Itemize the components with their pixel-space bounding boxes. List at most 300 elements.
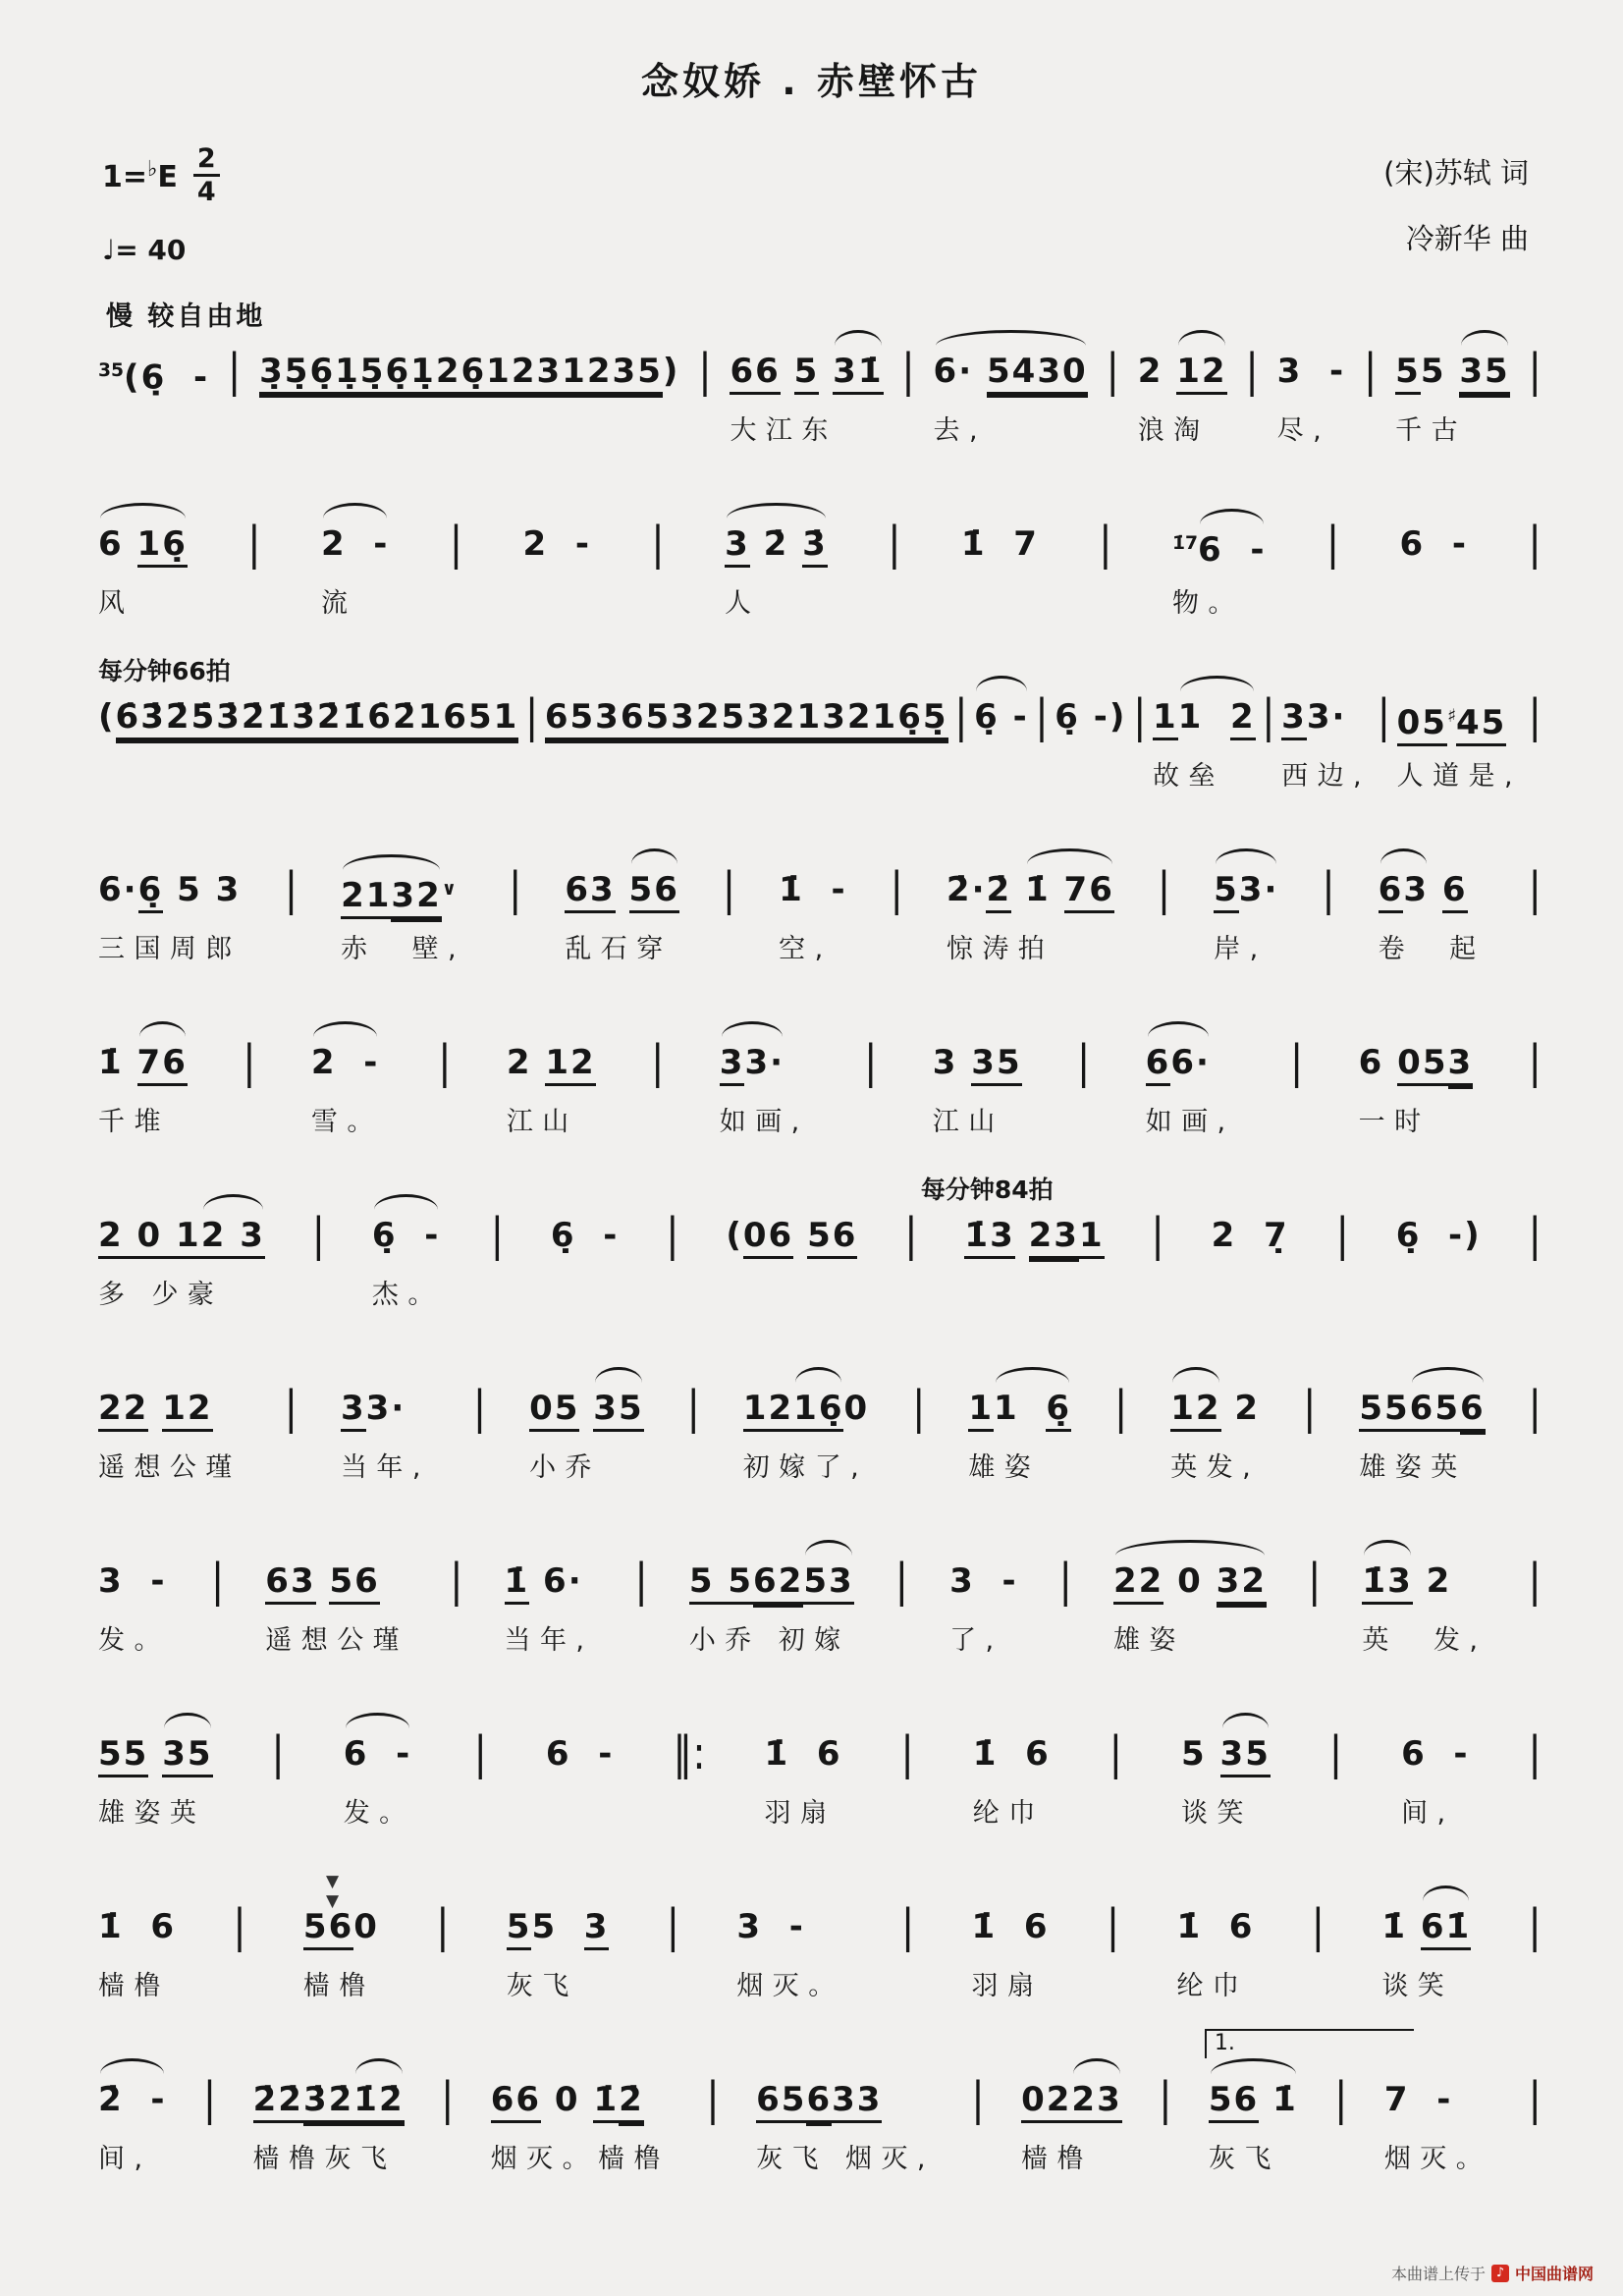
beam-group: 3 [725, 524, 750, 568]
barline: | [284, 863, 298, 916]
lyric: 一时 [1358, 1107, 1431, 1137]
barline: | [1335, 1209, 1349, 1262]
barline: | [1302, 1382, 1317, 1435]
repeat-barline: ‖: [673, 1727, 706, 1780]
lyric: 江山 [506, 1107, 578, 1137]
watermark [1391, 2262, 1594, 2284]
lyric: 纶巾 [1176, 1971, 1249, 2001]
measure [529, 1383, 644, 1484]
barline: | [1076, 1036, 1091, 1089]
notes: 1 7 [960, 524, 1039, 564]
notes: 3 - [98, 1561, 167, 1601]
slur [1362, 1556, 1412, 1607]
beam-group: 2 [986, 870, 1011, 913]
notes: (06 56 [726, 1210, 857, 1261]
notes: 3 - [1276, 352, 1346, 391]
measure [730, 346, 883, 447]
lyric: 樯橹灰飞 [252, 2144, 397, 2174]
slur: 6· 5430 [934, 346, 1088, 397]
lyric: 小乔 [529, 1452, 601, 1483]
tempo-marking: ♩= 40 [102, 234, 187, 266]
beam-group: 12 [162, 1389, 212, 1432]
lyric: 羽扇 [764, 1798, 837, 1829]
beam-group: 66 [491, 2080, 541, 2123]
measure [1181, 1728, 1271, 1830]
notes: 55 35 [1395, 346, 1510, 397]
measure [265, 1556, 408, 1657]
barline: | [901, 345, 915, 398]
measure [507, 1037, 596, 1138]
barline: | [472, 1382, 487, 1435]
lyric: 雄姿 [968, 1452, 1041, 1483]
music-line [98, 1037, 1542, 1210]
barline: | [247, 518, 261, 571]
notes [253, 2074, 405, 2125]
slur: 1 2 [1178, 691, 1256, 742]
notes [756, 2074, 935, 2125]
notes: 1 6· [505, 1556, 594, 1607]
beam-group: 22 [253, 2080, 303, 2123]
notes: 6 - [545, 1734, 615, 1774]
measure [1384, 2074, 1491, 2175]
notes: 5 35 [1181, 1728, 1271, 1779]
beam-group: 1 [968, 1389, 994, 1432]
measure [341, 864, 465, 965]
measure [1277, 346, 1345, 447]
beam-group: 6 [1442, 870, 1468, 913]
lyric: 羽扇 [971, 1971, 1044, 2001]
barline: | [1132, 690, 1147, 743]
beam-group: 21 [341, 876, 391, 919]
beam-group: 6 [1379, 870, 1404, 913]
slur [1176, 346, 1226, 397]
beam-group-16th: 32 [303, 2080, 353, 2123]
lyric: 岸, [1214, 934, 1268, 964]
beam-group: 33 [832, 2080, 882, 2123]
barline: | [863, 1036, 878, 1089]
barline: | [1528, 1555, 1542, 1608]
beam-group: 2 3 [201, 1216, 265, 1259]
notes [321, 519, 389, 570]
notes [974, 691, 1029, 742]
barline: | [634, 1555, 648, 1608]
measure [949, 1556, 1017, 1657]
notes [1214, 864, 1278, 915]
beam-group: 12 [1176, 352, 1226, 395]
measure [321, 519, 389, 620]
barline: | [900, 1727, 914, 1780]
beam-group: 2 [1230, 697, 1256, 740]
notes: 1 61 [1381, 1901, 1471, 1952]
notes [964, 1210, 1104, 1261]
beam-group: 3 [1281, 697, 1307, 740]
notes [725, 519, 828, 570]
site-name: 中国曲谱网 [1514, 2265, 1594, 2283]
measure [720, 1037, 809, 1138]
barline: | [1528, 690, 1542, 743]
measure [98, 864, 242, 965]
beam-group: 35 [162, 1734, 212, 1777]
barline: | [890, 863, 903, 916]
key-signature: 1=♭E [102, 156, 178, 194]
lyric: 千古 [1395, 415, 1468, 446]
beam-group-16th: 3 [1448, 1043, 1474, 1086]
lyric: 谈笑 [1181, 1798, 1253, 1829]
notes: 12160 [743, 1383, 869, 1434]
lyric: 初嫁了, [742, 1452, 869, 1483]
beam-group-16th: 6 [1460, 1389, 1486, 1432]
lyric: 赤 壁, [341, 934, 466, 964]
slur [593, 1383, 643, 1434]
beam-group: 55 [98, 1734, 148, 1777]
lyric: 浪淘 [1137, 415, 1210, 446]
beam-group-16th: 6536532532132165 [545, 697, 948, 740]
lyricist-credit: (宋)苏轼 词 [1383, 156, 1529, 190]
measure [1379, 864, 1486, 965]
notes [98, 2074, 166, 2125]
lyric: 卷 起 [1378, 934, 1486, 964]
flat-symbol: ♭ [147, 156, 158, 182]
barline: | [1035, 690, 1049, 743]
lyric: 灰飞 [1208, 2144, 1280, 2174]
barline: | [1377, 690, 1391, 743]
lyric: 樯橹 [302, 1971, 375, 2001]
measure [1153, 691, 1256, 793]
lyric: 间, [98, 2144, 152, 2174]
measure [961, 519, 1039, 581]
notes [545, 691, 948, 742]
measure [765, 1728, 842, 1830]
beam-group: 12 [545, 1043, 595, 1086]
barline: | [473, 1727, 487, 1780]
beam-group: 06 [743, 1216, 793, 1259]
slur: 3 2 3 [725, 519, 828, 570]
beam-group: 5 [507, 1907, 532, 1950]
music-line [98, 1728, 1542, 1901]
measure [1359, 1037, 1474, 1138]
slur: 6 - [974, 691, 1029, 742]
measure [1170, 1383, 1260, 1484]
measure [1113, 1556, 1267, 1657]
measure [551, 1210, 619, 1273]
beam-group: 656 [1410, 1389, 1486, 1432]
beam-group: 61 [1421, 1907, 1471, 1950]
slur [1459, 346, 1509, 397]
notes [1172, 519, 1267, 570]
measure [565, 864, 679, 965]
lyric: 人道是, [1396, 761, 1522, 792]
notes [1379, 864, 1486, 915]
barline: | [436, 1900, 450, 1953]
measure [98, 1210, 265, 1311]
measure [98, 1037, 188, 1138]
lyric: 了, [949, 1625, 1003, 1656]
beam-group-16th: 3561561261231235 [259, 352, 663, 395]
beam-group: 5 5 [689, 1561, 753, 1605]
barline: | [666, 1209, 679, 1262]
beam-group: 35 [971, 1043, 1021, 1086]
slur [162, 1728, 212, 1779]
measure [98, 1728, 213, 1830]
notes [98, 519, 188, 570]
music-line [98, 346, 1542, 519]
grace-note: 17 [1171, 533, 1198, 554]
notes [344, 1728, 415, 1779]
barline: | [651, 1036, 665, 1089]
measure [1021, 2074, 1122, 2175]
beam-group: 5 [1214, 870, 1239, 913]
slur [201, 1210, 265, 1261]
lyric: 如画, [1145, 1107, 1235, 1137]
measure [726, 1210, 857, 1273]
beam-group: 56 [1209, 2080, 1259, 2123]
notes: 13 2 [1362, 1556, 1487, 1607]
beam-group-16th: 5430 [987, 352, 1088, 395]
barline: | [706, 2073, 720, 2126]
lyric: 风 [98, 588, 135, 619]
slur [803, 1556, 853, 1607]
notes: $^{35}$(6 - [98, 357, 210, 398]
measure [689, 1556, 854, 1657]
beam-group: 22 [98, 1389, 148, 1432]
slur: 22 0 32 [1113, 1556, 1267, 1607]
measure [933, 1037, 1022, 1138]
barline: | [524, 690, 539, 743]
beam-group: 16 [793, 1389, 843, 1432]
lyric: 大江东 [730, 415, 838, 446]
barline: | [1528, 2073, 1542, 2126]
notes [529, 1383, 644, 1434]
lyric: 如画, [719, 1107, 809, 1137]
expression-marking: 慢 较自由地 [106, 301, 266, 332]
slur: 1 6 [994, 1383, 1071, 1434]
slur: 2 - [321, 519, 389, 570]
lyric: 雪。 [310, 1107, 383, 1137]
measure [302, 1872, 379, 2002]
lyric: 发。 [98, 1625, 170, 1656]
lyric: 杰。 [371, 1280, 444, 1310]
lyric: 间, [1401, 1798, 1455, 1829]
lyric: 遥想公瑾 [98, 1452, 242, 1483]
notes: 33· [341, 1383, 430, 1434]
slur: 33· [720, 1037, 784, 1088]
measure [973, 1728, 1051, 1830]
measure [98, 2074, 166, 2175]
slur: 66· [1146, 1037, 1211, 1088]
lyric: 发。 [343, 1798, 415, 1829]
notes: 6 053 [1359, 1037, 1474, 1088]
slur [1410, 1383, 1486, 1434]
notes [934, 346, 1088, 397]
slur [793, 1383, 843, 1434]
lyric: 雄姿英 [98, 1798, 206, 1829]
beam-group: 3 [584, 1907, 610, 1950]
beam-group: 22 [1113, 1561, 1163, 1605]
beam-group: 31 [833, 352, 883, 395]
barline: | [202, 2073, 217, 2126]
beam-group: 3 [341, 1389, 366, 1432]
beam-group: 63 [265, 1561, 315, 1605]
beam-group-16th: 12 [353, 2080, 404, 2123]
measure [1146, 1037, 1235, 1138]
slur: 6 - [372, 1210, 440, 1261]
beam-group: 1 [1153, 697, 1178, 740]
barline: | [1159, 2073, 1172, 2126]
beam-group: 6 [1046, 1389, 1071, 1432]
beam-group: 13 [1362, 1561, 1412, 1605]
notes: (6325321321621651 [98, 691, 518, 742]
measure [98, 346, 209, 409]
site-logo-icon: ♪ [1491, 2265, 1509, 2282]
notes [265, 1556, 408, 1607]
notes [565, 864, 679, 915]
beam-group: 05 [529, 1389, 579, 1432]
slur [137, 1037, 188, 1088]
notes [720, 1037, 809, 1088]
lyric: 樯橹 [1021, 2144, 1093, 2174]
measure [98, 519, 188, 620]
beam-group: 1 [593, 2080, 619, 2123]
measure [253, 2074, 405, 2175]
measure [1400, 519, 1468, 581]
barline: | [954, 690, 968, 743]
barline: | [971, 2073, 985, 2126]
beam-group-16th: 35 [1459, 352, 1509, 395]
measure [1281, 691, 1371, 793]
music-line [98, 1383, 1542, 1556]
notes: 6 - [1401, 1734, 1470, 1774]
barline: | [1307, 1555, 1322, 1608]
beam-group: 76 [137, 1043, 188, 1086]
music-line [98, 2031, 1542, 2247]
notes: 2 - [522, 524, 591, 564]
beam-group-16th: 6325321321621651 [116, 697, 519, 740]
barline: | [1325, 518, 1340, 571]
notes: 560 [303, 1901, 379, 1952]
lyric: 遥想公瑾 [265, 1625, 409, 1656]
music-line [98, 864, 1542, 1037]
beam-group: 12 [1170, 1389, 1220, 1432]
barline: | [508, 863, 522, 916]
measure [756, 2074, 935, 2175]
notes: 1 6 [1176, 1907, 1255, 1946]
barline: | [1528, 518, 1542, 571]
barline: | [440, 2073, 455, 2126]
music-line [98, 1556, 1542, 1728]
notes: 66 0 12 [491, 2074, 670, 2125]
slur: 2 - [98, 2074, 166, 2125]
beam-group-16th: 32 [391, 876, 441, 919]
beam-group: 66 [730, 352, 780, 395]
barline: | [888, 518, 901, 571]
notes: 55 3 [507, 1901, 610, 1952]
beam-group: 63 [565, 870, 615, 913]
beam-group: 6 [1146, 1043, 1171, 1086]
notes: 6 -) [1395, 1216, 1482, 1255]
lyric: 故垒 [1152, 761, 1224, 792]
measure [1172, 519, 1267, 620]
measure [972, 1901, 1050, 2002]
beam-group: 2 0 1 [98, 1216, 201, 1259]
barline: | [490, 1209, 505, 1262]
notes: 2 12 [507, 1037, 596, 1088]
time-signature: $\frac{2}{4}$ [193, 145, 220, 205]
beam-group: 5 [1395, 352, 1421, 395]
notes: 1 - [779, 870, 847, 909]
beam-group-16th: 6 [806, 2080, 832, 2123]
lyric: 去, [933, 415, 988, 446]
beam-group: 5 [794, 352, 820, 395]
measure [507, 1901, 610, 2002]
lyric: 灰飞 [506, 1971, 578, 2001]
barline: | [1322, 863, 1335, 916]
grace-note: ♯ [1446, 706, 1456, 727]
barline: | [1363, 345, 1378, 398]
barline: | [271, 1727, 285, 1780]
barline: | [450, 1555, 463, 1608]
measure [725, 519, 828, 620]
grace-note: ∨ [441, 879, 457, 900]
slur: 6 - [344, 1728, 411, 1779]
tempo-change-marking: 每分钟84拍 [920, 1175, 1054, 1204]
notes: 6 -) [1055, 697, 1127, 737]
lyric: 雄姿英 [1359, 1452, 1467, 1483]
barline: | [1528, 345, 1542, 398]
notes: 3 - [736, 1907, 805, 1946]
beam-group-16th: 62 [753, 1561, 803, 1605]
lyric: 当年, [340, 1452, 430, 1483]
notes: 1 76 [98, 1037, 188, 1088]
volta-bracket: 1. [1205, 2029, 1415, 2058]
barline: | [686, 1382, 700, 1435]
measure [545, 691, 948, 754]
notes: 2·2 1 76 [947, 864, 1114, 915]
lyric: 灰飞 烟灭, [756, 2144, 935, 2174]
lyric: 江山 [932, 1107, 1004, 1137]
barline: | [1058, 1555, 1073, 1608]
lyric: 英发, [1170, 1452, 1261, 1483]
slur: 56 1 [1209, 2074, 1298, 2125]
measure [1212, 1210, 1289, 1273]
notes: 12 2 [1170, 1383, 1260, 1434]
barline: | [1289, 1036, 1304, 1089]
measure [98, 1556, 170, 1657]
notes: 3561561261231235) [259, 346, 679, 397]
grace-note: 35 [98, 360, 125, 381]
composer-credit: 冷新华 曲 [1405, 222, 1529, 255]
slur [341, 870, 442, 921]
notes [98, 1383, 242, 1434]
beam-group: 12 [743, 1389, 793, 1432]
measure [1395, 346, 1510, 447]
beam-group: 56 [329, 1561, 379, 1605]
key-time-signature [102, 145, 220, 205]
measure [372, 1210, 444, 1311]
credits [1383, 156, 1529, 291]
slur [1421, 1901, 1471, 1952]
notes [689, 1556, 854, 1607]
lyric: 多 少豪 [98, 1280, 224, 1310]
measure [344, 1728, 415, 1830]
measure [505, 1556, 594, 1657]
beam-group: 55 [1359, 1389, 1409, 1432]
slur [353, 2074, 404, 2125]
lyric: 惊涛拍 [946, 934, 1055, 964]
barline: | [1528, 1382, 1542, 1435]
score [98, 346, 1542, 2247]
measure [974, 691, 1029, 754]
notes [311, 1037, 383, 1088]
